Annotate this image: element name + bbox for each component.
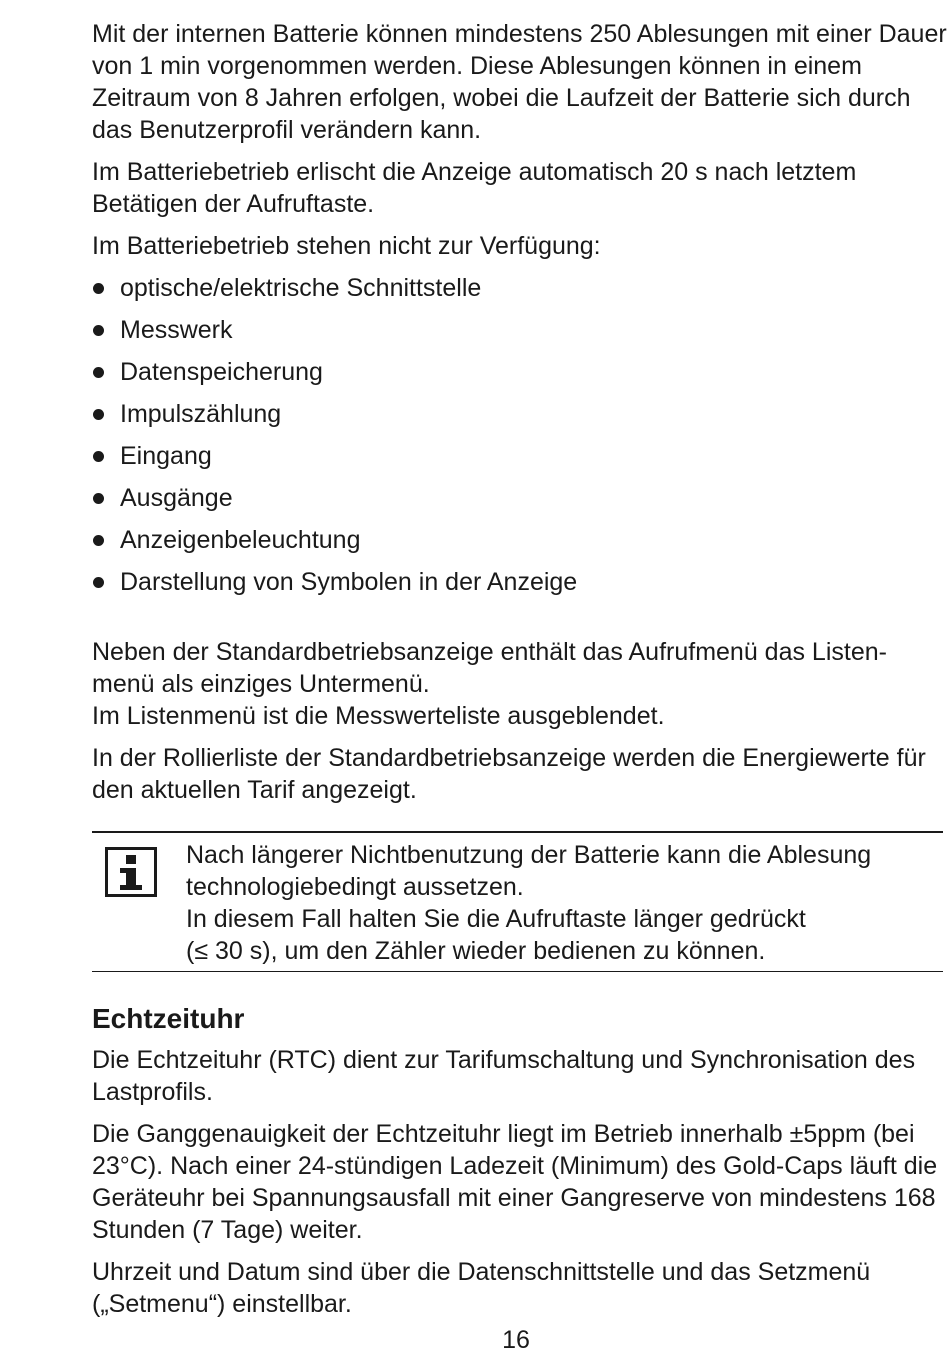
bullet-icon — [93, 577, 104, 588]
unavailable-features-list — [92, 272, 950, 598]
menu-paragraph-line-2: menü als einziges Untermenü. — [92, 670, 430, 698]
notice-text — [186, 839, 943, 967]
list-item-text: Darstellung von Symbolen in der Anzeige — [120, 568, 578, 596]
info-icon — [105, 847, 157, 897]
bullet-icon — [93, 367, 104, 378]
list-item — [92, 272, 950, 304]
bullet-icon — [93, 283, 104, 294]
list-item — [92, 398, 950, 430]
bullet-icon — [93, 409, 104, 420]
display-timeout-paragraph: Im Batteriebetrieb erlischt die Anzeige automatisch 20 s nach letztem Betätigen der Aufruftaste. — [92, 158, 857, 218]
list-item-text: Ausgänge — [120, 484, 233, 512]
list-item — [92, 314, 950, 346]
bullet-icon — [93, 493, 104, 504]
battery-notice-box — [92, 831, 943, 972]
list-item-text: Eingang — [120, 442, 212, 470]
bullet-icon — [93, 325, 104, 336]
list-item-text: Impulszählung — [120, 400, 282, 428]
notice-line-4: (≤ 30 s), um den Zähler wieder bedienen zu können. — [186, 937, 766, 965]
list-item — [92, 356, 950, 388]
list-item — [92, 440, 950, 472]
bullet-icon — [93, 535, 104, 546]
list-item-text: optische/elektrische Schnittstelle — [120, 274, 482, 302]
rtc-accuracy-paragraph: Die Ganggenauigkeit der Echtzeituhr liegt im Betrieb innerhalb ±5ppm (bei 23°C). Nach einer 24-stündigen Ladezeit (Minimum) des Gold-Caps läuft die Geräteuhr bei Spannungsausfall mit einer Gangreserve von mindestens 168 Stunden (7 Tage) weiter. — [92, 1120, 938, 1244]
list-item — [92, 482, 950, 514]
list-item-text: Datenspeicherung — [120, 358, 323, 386]
list-item-text: Anzeigenbeleuchtung — [120, 526, 361, 554]
rolling-list-paragraph: In der Rollierliste der Standardbetriebsanzeige werden die Energiewerte für den aktuellen Tarif angezeigt. — [92, 744, 926, 804]
list-item-text: Messwerk — [120, 316, 233, 344]
notice-line-3: In diesem Fall halten Sie die Aufruftaste länger gedrückt — [186, 905, 806, 933]
menu-paragraph-line-1: Neben der Standardbetriebsanzeige enthält das Aufrufmenü das Listen- — [92, 638, 887, 666]
list-item — [92, 524, 950, 556]
battery-readings-paragraph: Mit der internen Batterie können mindestens 250 Ablesungen mit einer Dauer von 1 min vorgenommen werden. Diese Ablesungen können in einem Zeitraum von 8 Jahren erfolgen, wobei die Laufzeit der Batterie sich durch das Benutzerprofil verändern kann. — [92, 20, 947, 144]
menu-paragraph-line-3: Im Listenmenü ist die Messwerteliste ausgeblendet. — [92, 702, 665, 730]
section-heading: Echtzeituhr — [92, 1003, 245, 1034]
unavailable-intro-paragraph: Im Batteriebetrieb stehen nicht zur Verfügung: — [92, 232, 601, 260]
manual-page — [92, 18, 950, 1330]
rtc-purpose-paragraph: Die Echtzeituhr (RTC) dient zur Tarifumschaltung und Synchronisation des Lastprofils. — [92, 1046, 916, 1106]
notice-line-2: technologiebedingt aussetzen. — [186, 873, 524, 901]
rtc-setting-paragraph: Uhrzeit und Datum sind über die Datenschnittstelle und das Setzmenü („Setmenu“) einstellbar. — [92, 1258, 871, 1318]
notice-line-1: Nach längerer Nichtbenutzung der Batterie kann die Ablesung — [186, 841, 872, 869]
bullet-icon — [93, 451, 104, 462]
section-spacer — [92, 608, 950, 636]
list-item — [92, 566, 950, 598]
page-number: 16 — [502, 1326, 530, 1354]
